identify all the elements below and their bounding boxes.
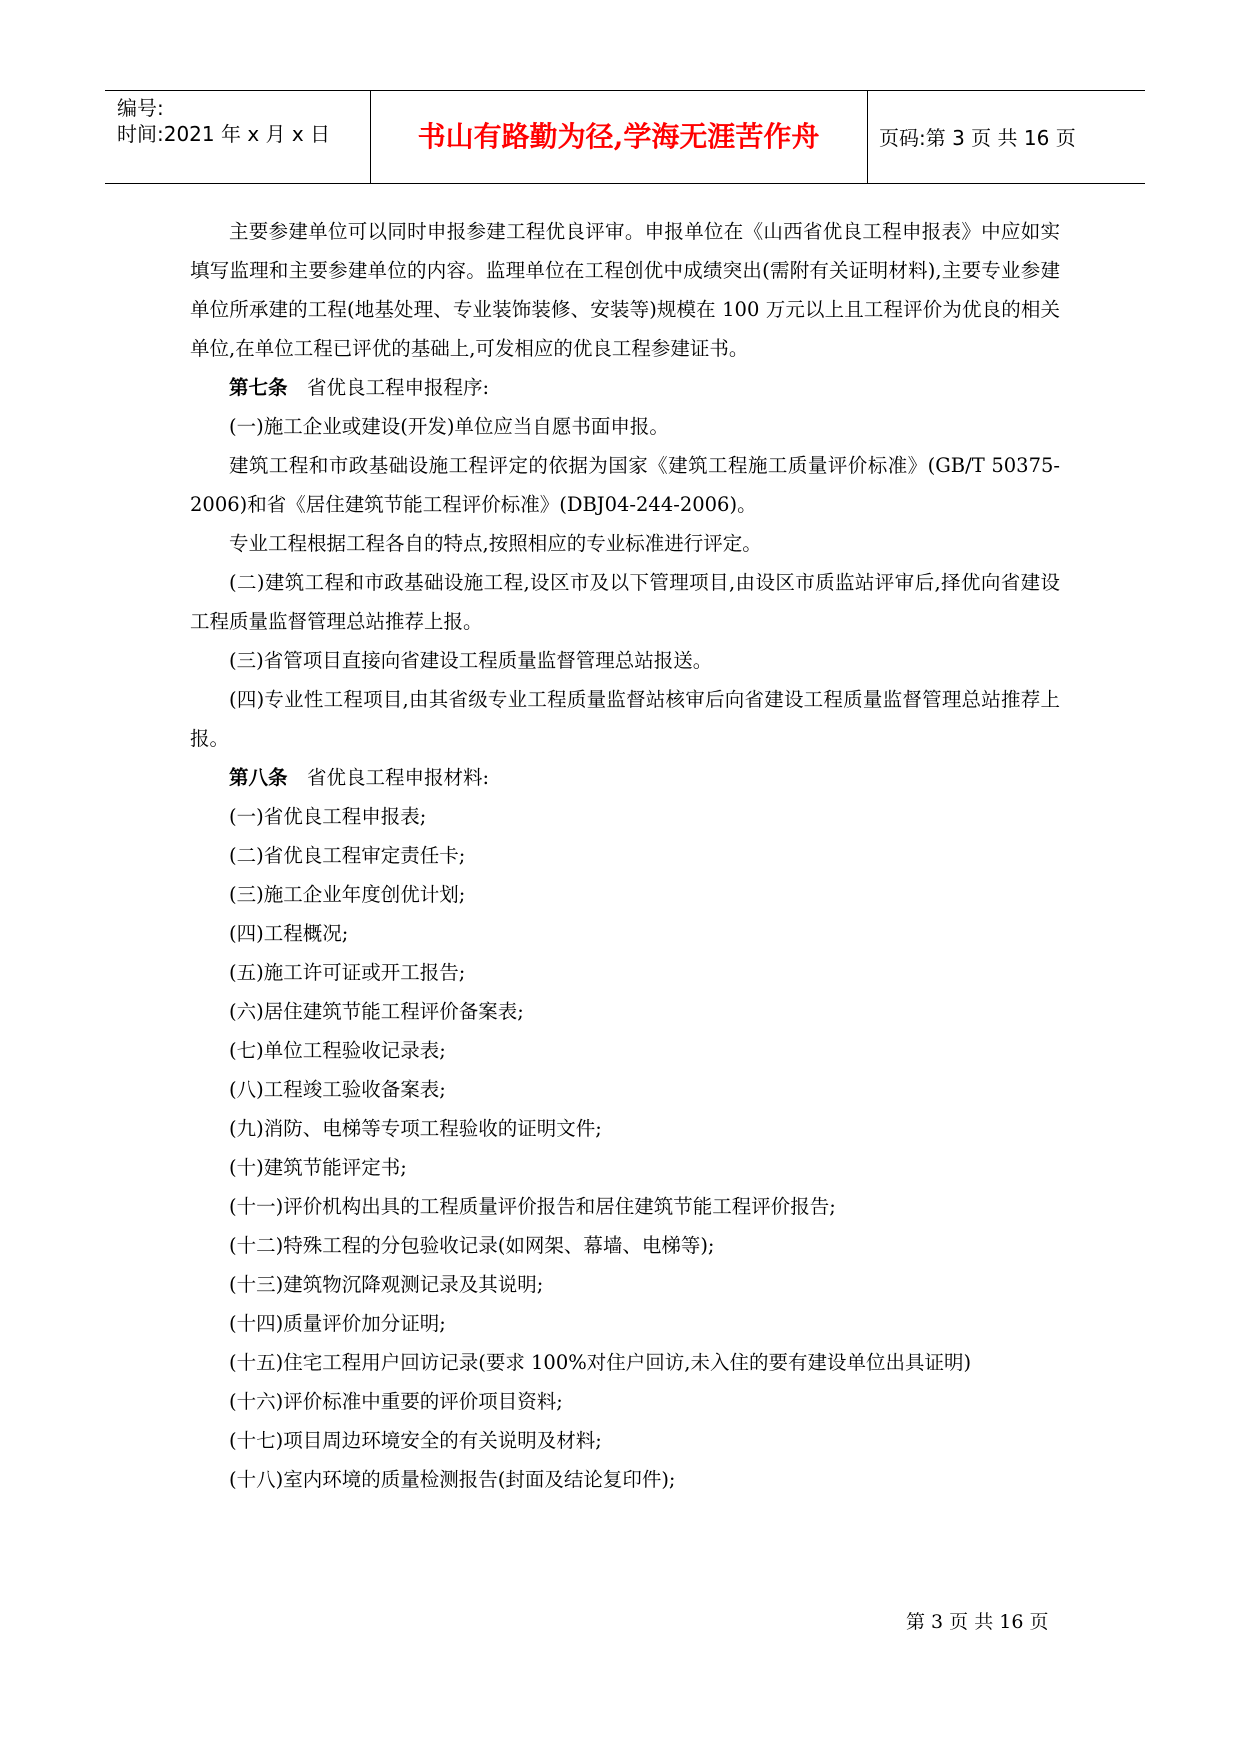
header-page-cell [867,91,1145,183]
material-item: (三)施工企业年度创优计划; [229,883,466,906]
header-motto: 书山有路勤为径,学海无涯苦作舟 [417,120,820,153]
material-item: (二)省优良工程审定责任卡; [229,844,466,867]
paragraph-participating-units: 主要参建单位可以同时申报参建工程优良评审。申报单位在《山西省优良工程申报表》中应如实填写监理和主要参建单位的内容。监理单位在工程创优中成绩突出(需附有关证明材料),主要专业参建单位所承建的工程(地基处理、专业装饰装修、安装等)规模在 100 万元以上且工程评价为优良的相关单位,在单位工程已评优的基础上,可发相应的优良工程参建证书。 [190,220,1060,360]
material-item: (十三)建筑物沉降观测记录及其说明; [229,1273,544,1296]
material-item: (七)单位工程验收记录表; [229,1039,446,1062]
material-item: (九)消防、电梯等专项工程验收的证明文件; [229,1117,602,1140]
paragraph-evaluation-standard: 建筑工程和市政基础设施工程评定的依据为国家《建筑工程施工质量评价标准》(GB/T 50375-2006)和省《居住建筑节能工程评价标准》(DBJ04-244-2006)。 [190,454,1060,516]
material-item: (十六)评价标准中重要的评价项目资料; [229,1390,563,1413]
procedure-step-2: (二)建筑工程和市政基础设施工程,设区市及以下管理项目,由设区市质监站评审后,择优向省建设工程质量监督管理总站推荐上报。 [190,571,1060,633]
material-item: (五)施工许可证或开工报告; [229,961,466,984]
page-footer: 第 3 页 共 16 页 [906,1611,1049,1633]
material-item: (六)居住建筑节能工程评价备案表; [229,1000,524,1023]
document-time-label: 时间:2021 年 x 月 x 日 [117,122,331,146]
header-motto-cell [370,91,868,183]
document-body [190,212,1060,1499]
material-item: (四)工程概况; [229,922,349,945]
paragraph-special-projects: 专业工程根据工程各自的特点,按照相应的专业标准进行评定。 [229,532,762,555]
material-item: (十七)项目周边环境安全的有关说明及材料; [229,1429,602,1452]
procedure-step-4: (四)专业性工程项目,由其省级专业工程质量监督站核审后向省建设工程质量监督管理总站推荐上报。 [190,688,1060,750]
article-8-title: 省优良工程申报材料: [307,766,490,789]
header-meta-cell [105,91,371,183]
page-header [105,90,1145,184]
material-item: (十四)质量评价加分证明; [229,1312,446,1335]
article-7-label: 第七条 [229,376,288,399]
article-7-heading [190,368,1060,407]
material-item: (一)省优良工程申报表; [229,805,427,828]
material-item: (十)建筑节能评定书; [229,1156,407,1179]
procedure-step-3: (三)省管项目直接向省建设工程质量监督管理总站报送。 [229,649,713,672]
article-8-heading [190,758,1060,797]
material-item: (十八)室内环境的质量检测报告(封面及结论复印件); [229,1468,676,1491]
procedure-step-1: (一)施工企业或建设(开发)单位应当自愿书面申报。 [229,415,669,438]
article-8-label: 第八条 [229,766,288,789]
material-item: (十一)评价机构出具的工程质量评价报告和居住建筑节能工程评价报告; [229,1195,836,1218]
article-7-title: 省优良工程申报程序: [307,376,490,399]
material-item: (十二)特殊工程的分包验收记录(如网架、幕墙、电梯等); [229,1234,715,1257]
material-item: (十五)住宅工程用户回访记录(要求 100%对住户回访,未入住的要有建设单位出具证明) [229,1351,972,1374]
header-page-label: 页码:第 3 页 共 16 页 [879,126,1076,150]
document-number-label: 编号: [117,96,164,120]
material-item: (八)工程竣工验收备案表; [229,1078,446,1101]
